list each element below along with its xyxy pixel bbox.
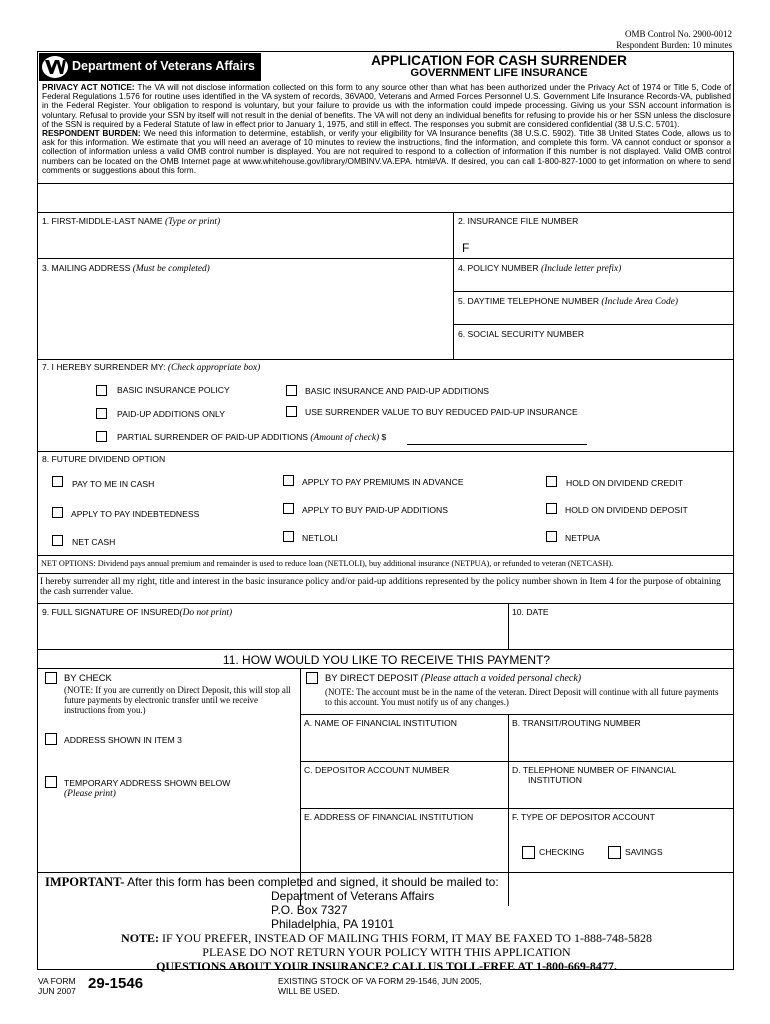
basic-insurance-checkbox[interactable] [96, 385, 107, 396]
by-check-checkbox[interactable] [45, 672, 57, 684]
basic-and-paid-up-label: BASIC INSURANCE AND PAID-UP ADDITIONS [305, 386, 490, 396]
form-date: JUN 2007 [38, 986, 76, 996]
net-cash-checkbox[interactable] [52, 535, 63, 546]
mail-address-line1: Department of Veterans Affairs [271, 889, 435, 903]
date-input[interactable] [512, 619, 727, 645]
field-d-label: D. TELEPHONE NUMBER OF FINANCIAL [512, 765, 677, 775]
pay-cash-label: PAY TO ME IN CASH [72, 479, 155, 489]
institution-name-input[interactable] [304, 730, 502, 758]
field-9-label: 9. FULL SIGNATURE OF INSURED(Do not print) [42, 607, 233, 618]
omb-control-block [616, 29, 732, 51]
privacy-text: The VA will not disclose information collected on this form to any source other than what has been authorized under the Privacy Act of 1974 or Title 5, Code of Federal Regulations 1.576 for routine uses identified in the VA system of records, 36VA00, Veterans and Armed Forces Personnel U.S. Government Life Insurance Records-VA, published in the Federal Register. Your obligation to respond is voluntary, but your failure to provide us with the information could impede processing. Giving us your SSN account information is voluntary. Refusal to provide your SSN by itself will not result in the denial of benefits. The VA will not deny an individual benefits for refusing to provide his or her SSN unless the disclosure of the SSN is required by a Federal Statute of law in effect prior to January 1, 1975, and still in effect. The responses you submit are considered confidential (38 U.S.C. 5701). [42, 82, 732, 129]
va-form-label: VA FORM [38, 976, 76, 986]
by-check-label: BY CHECK [64, 672, 112, 683]
checking-label: CHECKING [539, 847, 585, 857]
direct-deposit-note: (NOTE: The account must be in the name of the veteran. Direct Deposit will continue with all future payments to this account. You must notify us of any changes.) [325, 687, 719, 707]
divider [38, 872, 733, 873]
mail-address-line2: P.O. Box 7327 [271, 903, 348, 917]
divider [300, 668, 301, 906]
divider [453, 291, 733, 292]
temp-address-checkbox[interactable] [45, 776, 57, 788]
netpua-label: NETPUA [565, 533, 600, 543]
divider [38, 555, 733, 556]
by-check-note: (NOTE: If you are currently on Direct Deposit, this will stop all future payments by electronic transfer until we receive instructions from you.) [64, 685, 291, 715]
fax-note: NOTE: IF YOU PREFER, INSTEAD OF MAILING THIS FORM, IT MAY BE FAXED TO 1-888-748-5828 [121, 931, 652, 945]
field-5-label: 5. DAYTIME TELEPHONE NUMBER (Include Area Code) [458, 296, 678, 307]
burden-heading: RESPONDENT BURDEN: [42, 128, 141, 139]
omb-control-number: OMB Control No. 2900-0012 [624, 29, 732, 39]
privacy-heading: PRIVACY ACT NOTICE: [42, 82, 135, 92]
divider [508, 714, 509, 906]
form-number: 29-1546 [88, 975, 144, 992]
form-title: APPLICATION FOR CASH SURRENDER [371, 53, 627, 68]
basic-insurance-label: BASIC INSURANCE POLICY [117, 385, 230, 395]
mailing-address-input[interactable] [42, 275, 447, 355]
net-options-note: NET OPTIONS: Dividend pays annual premium and remainder is used to reduce loan (NETLOLI), buy additional insurance (NETPUA), or refunded to veteran (NETCASH). [41, 559, 614, 568]
field-3-label: 3. MAILING ADDRESS (Must be completed) [42, 263, 210, 274]
divider [38, 212, 733, 213]
burden-text: We need this information to determine, establish, or verify your eligibility for VA Insurance benefits (38 U.S.C. 5902). Title 38 United States Code, allows us to ask for this information. We estimate that you will need an average of 10 minutes to review the instructions, find the information, and complete this form. VA cannot conduct or sponsor a collection of information unless a valid OMB control number is displayed. You are not required to respond to a collection of information if this number is not displayed. Valid OMB control numbers can be located on the OMB Internet page at www.whitehouse.gov/library/OMBINV.VA.EPA. html#VA. If desired, you can call 1-800-827-1000 to get information on where to send comments or suggestions about this form. [42, 128, 732, 175]
declaration-text: I hereby surrender all my right, title and interest in the basic insurance policy and/or paid-up additions represented by the policy number shown in Item 4 for the purpose of obtaining the cash surrender value. [40, 577, 721, 597]
field-2-label: 2. INSURANCE FILE NUMBER [458, 216, 579, 226]
field-6-label: 6. SOCIAL SECURITY NUMBER [458, 329, 585, 339]
savings-checkbox[interactable] [608, 846, 621, 859]
existing-stock-note: EXISTING STOCK OF VA FORM 29-1546, JUN 2005, WILL BE USED. [278, 976, 482, 996]
routing-number-input[interactable] [512, 730, 727, 758]
divider [300, 808, 733, 809]
hold-credit-label: HOLD ON DIVIDEND CREDIT [566, 478, 683, 488]
partial-amount-input[interactable] [407, 444, 587, 445]
important-line: IMPORTANT- After this form has been completed and signed, it should be mailed to: [45, 875, 499, 889]
apply-indebtedness-checkbox[interactable] [52, 507, 63, 518]
checking-checkbox[interactable] [522, 846, 535, 859]
use-surrender-value-label: USE SURRENDER VALUE TO BUY REDUCED PAID-UP INSURANCE [305, 407, 578, 417]
field-8-label: 8. FUTURE DIVIDEND OPTION [42, 454, 166, 464]
direct-deposit-checkbox[interactable] [306, 672, 318, 684]
insurance-file-number-input[interactable]: F [462, 241, 470, 255]
mail-address-line3: Philadelphia, PA 19101 [271, 917, 395, 931]
field-e-label: E. ADDRESS OF FINANCIAL INSTITUTION [304, 812, 474, 822]
divider [453, 324, 733, 325]
divider [508, 603, 509, 649]
name-input[interactable] [42, 227, 447, 253]
divider [38, 451, 733, 452]
field-b-label: B. TRANSIT/ROUTING NUMBER [512, 718, 641, 728]
address-item3-label: ADDRESS SHOWN IN ITEM 3 [64, 735, 182, 745]
apply-paid-up-label: APPLY TO BUY PAID-UP ADDITIONS [302, 505, 448, 515]
do-not-return-note: PLEASE DO NOT RETURN YOUR POLICY WITH THIS APPLICATION [202, 945, 571, 959]
field-10-label: 10. DATE [512, 607, 549, 617]
divider [38, 573, 733, 574]
policy-number-input[interactable] [458, 274, 728, 288]
temp-address-hint: (Please print) [64, 789, 116, 799]
apply-premiums-checkbox[interactable] [283, 475, 294, 486]
form-version [38, 976, 76, 996]
divider [38, 603, 733, 604]
apply-paid-up-checkbox[interactable] [283, 503, 294, 514]
temp-address-label: TEMPORARY ADDRESS SHOWN BELOW [64, 778, 231, 788]
address-item3-checkbox[interactable] [45, 733, 57, 745]
va-seal-icon [41, 55, 69, 79]
daytime-phone-input[interactable] [458, 307, 728, 321]
netloli-checkbox[interactable] [283, 531, 294, 542]
net-cash-label: NET CASH [72, 537, 116, 547]
va-logo-banner [39, 53, 261, 81]
netpua-checkbox[interactable] [546, 531, 557, 542]
use-surrender-value-checkbox[interactable] [286, 406, 297, 417]
field-d-label-line2: INSTITUTION [528, 775, 582, 785]
hold-deposit-checkbox[interactable] [546, 503, 557, 514]
agency-name: Department of Veterans Affairs [72, 59, 255, 73]
divider [38, 258, 733, 259]
field-c-label: C. DEPOSITOR ACCOUNT NUMBER [304, 765, 450, 775]
field-a-label: A. NAME OF FINANCIAL INSTITUTION [304, 718, 457, 728]
apply-indebtedness-label: APPLY TO PAY INDEBTEDNESS [71, 509, 200, 519]
savings-label: SAVINGS [625, 847, 663, 857]
pay-cash-checkbox[interactable] [52, 476, 63, 487]
divider [300, 761, 733, 762]
paid-up-only-checkbox[interactable] [96, 408, 107, 419]
hold-deposit-label: HOLD ON DIVIDEND DEPOSIT [565, 505, 688, 515]
basic-and-paid-up-checkbox[interactable] [286, 385, 297, 396]
payment-heading: 11. HOW WOULD YOU LIKE TO RECEIVE THIS PAYMENT? [222, 653, 551, 667]
field-7-label: 7. I HEREBY SURRENDER MY: (Check appropriate box) [42, 362, 261, 373]
divider [38, 668, 733, 669]
partial-surrender-label: PARTIAL SURRENDER OF PAID-UP ADDITIONS (Amount of check) $ [117, 432, 387, 443]
institution-phone-input[interactable] [512, 787, 727, 807]
divider [300, 714, 733, 715]
account-number-input[interactable] [304, 777, 502, 805]
direct-deposit-label: BY DIRECT DEPOSIT (Please attach a voided personal check) [325, 672, 582, 684]
partial-surrender-checkbox[interactable] [96, 431, 107, 442]
field-1-label: 1. FIRST-MIDDLE-LAST NAME (Type or print) [42, 216, 221, 227]
divider [38, 359, 733, 360]
paid-up-only-label: PAID-UP ADDITIONS ONLY [117, 409, 225, 419]
field-4-label: 4. POLICY NUMBER (Include letter prefix) [458, 263, 622, 274]
apply-premiums-label: APPLY TO PAY PREMIUMS IN ADVANCE [302, 477, 464, 487]
field-f-label: F. TYPE OF DEPOSITOR ACCOUNT [512, 812, 655, 822]
divider [38, 183, 733, 184]
form-subtitle: GOVERNMENT LIFE INSURANCE [410, 67, 588, 79]
toll-free-note: QUESTIONS ABOUT YOUR INSURANCE? CALL US TOLL-FREE AT 1-800-669-8477. [156, 959, 617, 973]
netloli-label: NETLOLI [302, 533, 338, 543]
privacy-notice [42, 83, 731, 175]
signature-input[interactable] [42, 619, 502, 645]
respondent-burden: Respondent Burden: 10 minutes [616, 40, 732, 50]
divider [38, 649, 733, 650]
hold-credit-checkbox[interactable] [546, 476, 557, 487]
ssn-input[interactable] [458, 340, 728, 354]
form-frame [37, 51, 734, 973]
divider [453, 212, 454, 359]
